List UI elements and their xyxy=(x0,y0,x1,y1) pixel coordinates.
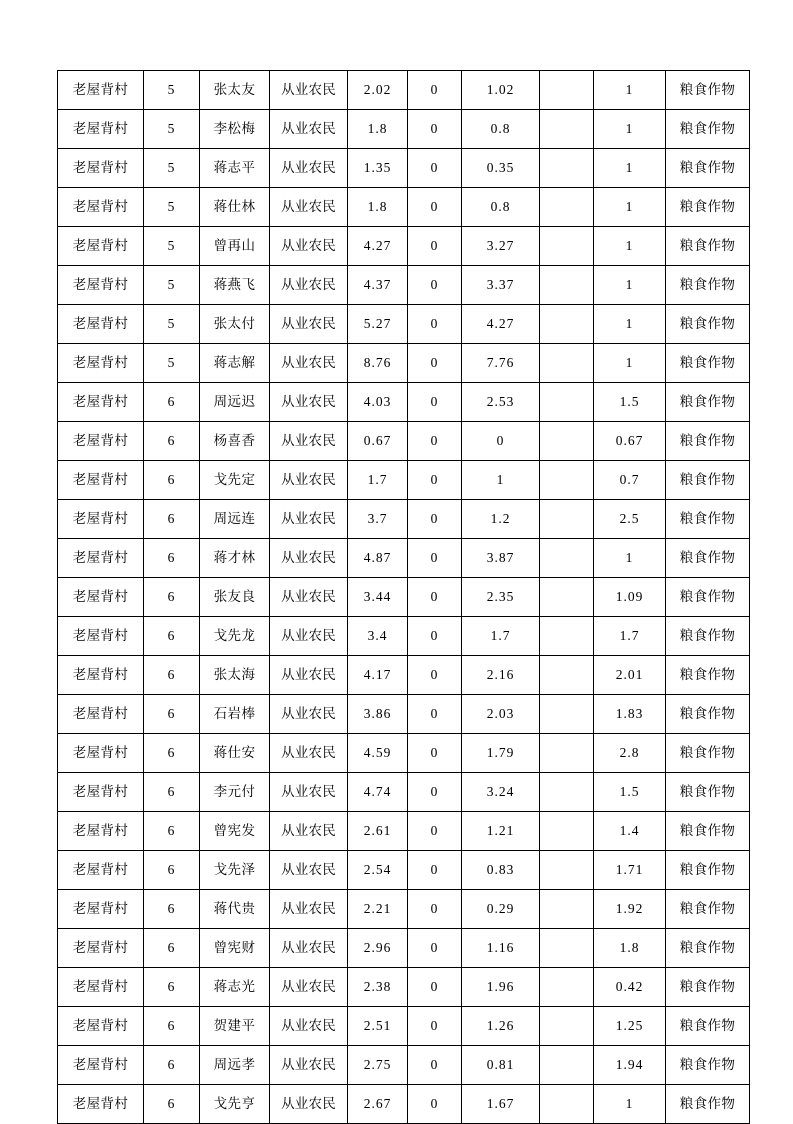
cell-village: 老屋背村 xyxy=(58,851,144,890)
cell-group: 6 xyxy=(144,929,200,968)
cell-name: 周远连 xyxy=(200,500,270,539)
cell-blank-col xyxy=(540,734,594,773)
cell-zero-col: 0 xyxy=(408,305,462,344)
cell-total-area: 8.76 xyxy=(348,344,408,383)
table-row xyxy=(58,578,750,617)
cell-occupation: 从业农民 xyxy=(270,539,348,578)
cell-occupation: 从业农民 xyxy=(270,773,348,812)
cell-total-area: 3.44 xyxy=(348,578,408,617)
cell-zero-col: 0 xyxy=(408,968,462,1007)
cell-total-area: 3.7 xyxy=(348,500,408,539)
cell-group: 6 xyxy=(144,656,200,695)
cell-village: 老屋背村 xyxy=(58,773,144,812)
cell-total-area: 2.21 xyxy=(348,890,408,929)
cell-blank-col xyxy=(540,1046,594,1085)
cell-area-a: 2.03 xyxy=(462,695,540,734)
cell-group: 6 xyxy=(144,1046,200,1085)
cell-group: 6 xyxy=(144,695,200,734)
cell-total-area: 3.86 xyxy=(348,695,408,734)
cell-name: 张太友 xyxy=(200,71,270,110)
cell-area-a: 1.79 xyxy=(462,734,540,773)
cell-blank-col xyxy=(540,695,594,734)
cell-village: 老屋背村 xyxy=(58,266,144,305)
cell-blank-col xyxy=(540,1085,594,1124)
cell-village: 老屋背村 xyxy=(58,929,144,968)
cell-zero-col: 0 xyxy=(408,422,462,461)
cell-occupation: 从业农民 xyxy=(270,422,348,461)
cell-area-b: 1.83 xyxy=(594,695,666,734)
cell-group: 6 xyxy=(144,773,200,812)
cell-occupation: 从业农民 xyxy=(270,929,348,968)
cell-occupation: 从业农民 xyxy=(270,656,348,695)
cell-area-b: 1.4 xyxy=(594,812,666,851)
cell-blank-col xyxy=(540,929,594,968)
cell-blank-col xyxy=(540,812,594,851)
cell-crop-type: 粮食作物 xyxy=(666,968,750,1007)
cell-name: 蒋志解 xyxy=(200,344,270,383)
cell-area-b: 2.8 xyxy=(594,734,666,773)
table-row xyxy=(58,734,750,773)
table-row xyxy=(58,851,750,890)
table-row xyxy=(58,617,750,656)
cell-area-b: 1 xyxy=(594,344,666,383)
cell-village: 老屋背村 xyxy=(58,305,144,344)
cell-area-a: 0.8 xyxy=(462,188,540,227)
cell-village: 老屋背村 xyxy=(58,539,144,578)
cell-village: 老屋背村 xyxy=(58,422,144,461)
cell-name: 戈先龙 xyxy=(200,617,270,656)
cell-blank-col xyxy=(540,1007,594,1046)
cell-blank-col xyxy=(540,422,594,461)
cell-zero-col: 0 xyxy=(408,1046,462,1085)
cell-total-area: 1.8 xyxy=(348,188,408,227)
cell-crop-type: 粮食作物 xyxy=(666,305,750,344)
cell-name: 曾再山 xyxy=(200,227,270,266)
cell-occupation: 从业农民 xyxy=(270,851,348,890)
cell-blank-col xyxy=(540,188,594,227)
cell-area-b: 1.94 xyxy=(594,1046,666,1085)
cell-crop-type: 粮食作物 xyxy=(666,227,750,266)
cell-village: 老屋背村 xyxy=(58,695,144,734)
cell-name: 戈先定 xyxy=(200,461,270,500)
cell-blank-col xyxy=(540,305,594,344)
cell-group: 6 xyxy=(144,1085,200,1124)
table-row xyxy=(58,188,750,227)
cell-area-b: 1.8 xyxy=(594,929,666,968)
cell-area-a: 7.76 xyxy=(462,344,540,383)
cell-area-a: 0.81 xyxy=(462,1046,540,1085)
cell-total-area: 2.51 xyxy=(348,1007,408,1046)
cell-group: 6 xyxy=(144,851,200,890)
cell-zero-col: 0 xyxy=(408,734,462,773)
cell-name: 戈先亨 xyxy=(200,1085,270,1124)
cell-village: 老屋背村 xyxy=(58,1007,144,1046)
cell-name: 蒋仕林 xyxy=(200,188,270,227)
cell-area-b: 2.5 xyxy=(594,500,666,539)
cell-group: 6 xyxy=(144,461,200,500)
cell-area-a: 2.35 xyxy=(462,578,540,617)
cell-village: 老屋背村 xyxy=(58,617,144,656)
cell-zero-col: 0 xyxy=(408,266,462,305)
cell-zero-col: 0 xyxy=(408,773,462,812)
cell-group: 6 xyxy=(144,617,200,656)
cell-occupation: 从业农民 xyxy=(270,461,348,500)
cell-crop-type: 粮食作物 xyxy=(666,188,750,227)
cell-zero-col: 0 xyxy=(408,539,462,578)
cell-total-area: 1.35 xyxy=(348,149,408,188)
cell-area-b: 1 xyxy=(594,305,666,344)
cell-village: 老屋背村 xyxy=(58,344,144,383)
cell-name: 周远孝 xyxy=(200,1046,270,1085)
cell-crop-type: 粮食作物 xyxy=(666,1085,750,1124)
cell-zero-col: 0 xyxy=(408,890,462,929)
table-row xyxy=(58,422,750,461)
cell-area-b: 1.71 xyxy=(594,851,666,890)
cell-area-a: 1 xyxy=(462,461,540,500)
cell-area-b: 0.42 xyxy=(594,968,666,1007)
cell-occupation: 从业农民 xyxy=(270,968,348,1007)
cell-name: 蒋仕安 xyxy=(200,734,270,773)
cell-area-a: 2.53 xyxy=(462,383,540,422)
cell-total-area: 4.87 xyxy=(348,539,408,578)
cell-group: 6 xyxy=(144,1007,200,1046)
cell-occupation: 从业农民 xyxy=(270,383,348,422)
cell-crop-type: 粮食作物 xyxy=(666,422,750,461)
cell-area-a: 1.67 xyxy=(462,1085,540,1124)
cell-crop-type: 粮食作物 xyxy=(666,851,750,890)
cell-crop-type: 粮食作物 xyxy=(666,539,750,578)
cell-name: 戈先泽 xyxy=(200,851,270,890)
cell-name: 贺建平 xyxy=(200,1007,270,1046)
table-row xyxy=(58,968,750,1007)
cell-blank-col xyxy=(540,149,594,188)
table-row xyxy=(58,383,750,422)
farmer-land-table xyxy=(57,70,750,1124)
cell-zero-col: 0 xyxy=(408,1085,462,1124)
table-row xyxy=(58,539,750,578)
table-row xyxy=(58,110,750,149)
cell-zero-col: 0 xyxy=(408,500,462,539)
cell-zero-col: 0 xyxy=(408,383,462,422)
cell-total-area: 0.67 xyxy=(348,422,408,461)
cell-zero-col: 0 xyxy=(408,578,462,617)
cell-area-a: 0.35 xyxy=(462,149,540,188)
cell-area-a: 4.27 xyxy=(462,305,540,344)
cell-name: 曾宪发 xyxy=(200,812,270,851)
cell-village: 老屋背村 xyxy=(58,968,144,1007)
cell-area-a: 1.7 xyxy=(462,617,540,656)
cell-name: 张太海 xyxy=(200,656,270,695)
cell-total-area: 2.54 xyxy=(348,851,408,890)
cell-group: 5 xyxy=(144,149,200,188)
cell-crop-type: 粮食作物 xyxy=(666,773,750,812)
cell-group: 5 xyxy=(144,110,200,149)
cell-blank-col xyxy=(540,656,594,695)
cell-area-b: 1.5 xyxy=(594,773,666,812)
cell-area-a: 0.29 xyxy=(462,890,540,929)
cell-blank-col xyxy=(540,851,594,890)
table-row xyxy=(58,71,750,110)
cell-village: 老屋背村 xyxy=(58,1046,144,1085)
table-row xyxy=(58,812,750,851)
cell-name: 李松梅 xyxy=(200,110,270,149)
cell-area-a: 1.96 xyxy=(462,968,540,1007)
table-row xyxy=(58,695,750,734)
cell-crop-type: 粮食作物 xyxy=(666,929,750,968)
table-row xyxy=(58,344,750,383)
cell-total-area: 2.67 xyxy=(348,1085,408,1124)
cell-occupation: 从业农民 xyxy=(270,695,348,734)
cell-name: 杨喜香 xyxy=(200,422,270,461)
cell-area-b: 2.01 xyxy=(594,656,666,695)
cell-area-b: 0.67 xyxy=(594,422,666,461)
cell-group: 6 xyxy=(144,539,200,578)
cell-group: 6 xyxy=(144,812,200,851)
cell-total-area: 2.38 xyxy=(348,968,408,1007)
cell-occupation: 从业农民 xyxy=(270,1007,348,1046)
cell-area-b: 1 xyxy=(594,188,666,227)
cell-zero-col: 0 xyxy=(408,851,462,890)
cell-area-a: 0 xyxy=(462,422,540,461)
cell-crop-type: 粮食作物 xyxy=(666,149,750,188)
cell-blank-col xyxy=(540,461,594,500)
cell-total-area: 3.4 xyxy=(348,617,408,656)
cell-group: 5 xyxy=(144,188,200,227)
cell-area-b: 1.5 xyxy=(594,383,666,422)
cell-occupation: 从业农民 xyxy=(270,812,348,851)
cell-area-b: 1 xyxy=(594,149,666,188)
cell-name: 李元付 xyxy=(200,773,270,812)
cell-name: 蒋燕飞 xyxy=(200,266,270,305)
cell-crop-type: 粮食作物 xyxy=(666,71,750,110)
table-row xyxy=(58,266,750,305)
cell-blank-col xyxy=(540,71,594,110)
cell-area-a: 0.83 xyxy=(462,851,540,890)
cell-total-area: 2.75 xyxy=(348,1046,408,1085)
cell-zero-col: 0 xyxy=(408,617,462,656)
cell-village: 老屋背村 xyxy=(58,578,144,617)
cell-group: 6 xyxy=(144,890,200,929)
cell-zero-col: 0 xyxy=(408,149,462,188)
cell-blank-col xyxy=(540,617,594,656)
cell-crop-type: 粮食作物 xyxy=(666,500,750,539)
cell-zero-col: 0 xyxy=(408,461,462,500)
cell-village: 老屋背村 xyxy=(58,383,144,422)
cell-crop-type: 粮食作物 xyxy=(666,266,750,305)
cell-village: 老屋背村 xyxy=(58,227,144,266)
cell-group: 6 xyxy=(144,578,200,617)
cell-crop-type: 粮食作物 xyxy=(666,1046,750,1085)
cell-village: 老屋背村 xyxy=(58,71,144,110)
cell-occupation: 从业农民 xyxy=(270,149,348,188)
cell-area-b: 1.09 xyxy=(594,578,666,617)
cell-village: 老屋背村 xyxy=(58,656,144,695)
cell-area-b: 1 xyxy=(594,1085,666,1124)
cell-occupation: 从业农民 xyxy=(270,890,348,929)
cell-crop-type: 粮食作物 xyxy=(666,695,750,734)
cell-name: 曾宪财 xyxy=(200,929,270,968)
cell-area-b: 1 xyxy=(594,71,666,110)
cell-village: 老屋背村 xyxy=(58,461,144,500)
table-row xyxy=(58,500,750,539)
cell-crop-type: 粮食作物 xyxy=(666,1007,750,1046)
cell-name: 蒋代贵 xyxy=(200,890,270,929)
cell-area-a: 1.16 xyxy=(462,929,540,968)
cell-village: 老屋背村 xyxy=(58,188,144,227)
cell-village: 老屋背村 xyxy=(58,734,144,773)
cell-zero-col: 0 xyxy=(408,110,462,149)
table-row xyxy=(58,461,750,500)
cell-zero-col: 0 xyxy=(408,812,462,851)
cell-occupation: 从业农民 xyxy=(270,227,348,266)
cell-occupation: 从业农民 xyxy=(270,1046,348,1085)
cell-village: 老屋背村 xyxy=(58,149,144,188)
cell-blank-col xyxy=(540,344,594,383)
cell-area-a: 1.2 xyxy=(462,500,540,539)
cell-crop-type: 粮食作物 xyxy=(666,656,750,695)
cell-occupation: 从业农民 xyxy=(270,110,348,149)
cell-group: 6 xyxy=(144,500,200,539)
cell-area-a: 0.8 xyxy=(462,110,540,149)
cell-occupation: 从业农民 xyxy=(270,266,348,305)
cell-total-area: 4.03 xyxy=(348,383,408,422)
cell-group: 5 xyxy=(144,344,200,383)
cell-occupation: 从业农民 xyxy=(270,734,348,773)
cell-crop-type: 粮食作物 xyxy=(666,617,750,656)
cell-crop-type: 粮食作物 xyxy=(666,890,750,929)
cell-area-a: 1.02 xyxy=(462,71,540,110)
cell-total-area: 4.59 xyxy=(348,734,408,773)
cell-name: 张友良 xyxy=(200,578,270,617)
table-row xyxy=(58,1085,750,1124)
cell-area-b: 1.92 xyxy=(594,890,666,929)
table-body xyxy=(58,71,750,1124)
cell-area-a: 1.21 xyxy=(462,812,540,851)
cell-blank-col xyxy=(540,110,594,149)
cell-occupation: 从业农民 xyxy=(270,71,348,110)
cell-area-b: 1 xyxy=(594,227,666,266)
cell-village: 老屋背村 xyxy=(58,110,144,149)
cell-village: 老屋背村 xyxy=(58,890,144,929)
cell-crop-type: 粮食作物 xyxy=(666,734,750,773)
cell-total-area: 1.7 xyxy=(348,461,408,500)
cell-occupation: 从业农民 xyxy=(270,578,348,617)
cell-zero-col: 0 xyxy=(408,1007,462,1046)
cell-crop-type: 粮食作物 xyxy=(666,578,750,617)
cell-total-area: 4.17 xyxy=(348,656,408,695)
cell-name: 蒋志光 xyxy=(200,968,270,1007)
cell-total-area: 2.96 xyxy=(348,929,408,968)
cell-occupation: 从业农民 xyxy=(270,188,348,227)
cell-occupation: 从业农民 xyxy=(270,617,348,656)
cell-blank-col xyxy=(540,500,594,539)
cell-group: 6 xyxy=(144,383,200,422)
cell-zero-col: 0 xyxy=(408,656,462,695)
cell-total-area: 4.74 xyxy=(348,773,408,812)
cell-group: 6 xyxy=(144,968,200,1007)
cell-blank-col xyxy=(540,383,594,422)
table-row xyxy=(58,773,750,812)
cell-occupation: 从业农民 xyxy=(270,500,348,539)
cell-blank-col xyxy=(540,968,594,1007)
cell-area-a: 2.16 xyxy=(462,656,540,695)
cell-blank-col xyxy=(540,773,594,812)
cell-name: 蒋志平 xyxy=(200,149,270,188)
cell-group: 5 xyxy=(144,71,200,110)
cell-village: 老屋背村 xyxy=(58,500,144,539)
cell-group: 5 xyxy=(144,227,200,266)
cell-total-area: 4.37 xyxy=(348,266,408,305)
cell-area-b: 1 xyxy=(594,539,666,578)
cell-area-b: 0.7 xyxy=(594,461,666,500)
cell-name: 周远迟 xyxy=(200,383,270,422)
cell-area-a: 3.87 xyxy=(462,539,540,578)
cell-area-a: 1.26 xyxy=(462,1007,540,1046)
table-row xyxy=(58,890,750,929)
cell-blank-col xyxy=(540,539,594,578)
cell-blank-col xyxy=(540,890,594,929)
cell-occupation: 从业农民 xyxy=(270,1085,348,1124)
cell-crop-type: 粮食作物 xyxy=(666,812,750,851)
cell-village: 老屋背村 xyxy=(58,1085,144,1124)
cell-zero-col: 0 xyxy=(408,344,462,383)
cell-zero-col: 0 xyxy=(408,227,462,266)
table-row xyxy=(58,305,750,344)
cell-zero-col: 0 xyxy=(408,929,462,968)
table-row xyxy=(58,149,750,188)
cell-group: 6 xyxy=(144,422,200,461)
cell-group: 5 xyxy=(144,305,200,344)
table-row xyxy=(58,929,750,968)
cell-zero-col: 0 xyxy=(408,695,462,734)
cell-area-a: 3.24 xyxy=(462,773,540,812)
cell-blank-col xyxy=(540,266,594,305)
cell-area-b: 1 xyxy=(594,110,666,149)
cell-crop-type: 粮食作物 xyxy=(666,461,750,500)
cell-group: 6 xyxy=(144,734,200,773)
cell-occupation: 从业农民 xyxy=(270,344,348,383)
table-row xyxy=(58,227,750,266)
cell-occupation: 从业农民 xyxy=(270,305,348,344)
cell-crop-type: 粮食作物 xyxy=(666,344,750,383)
cell-blank-col xyxy=(540,578,594,617)
cell-name: 张太付 xyxy=(200,305,270,344)
cell-total-area: 4.27 xyxy=(348,227,408,266)
cell-area-a: 3.37 xyxy=(462,266,540,305)
cell-area-b: 1.7 xyxy=(594,617,666,656)
table-row xyxy=(58,656,750,695)
cell-crop-type: 粮食作物 xyxy=(666,110,750,149)
table-row xyxy=(58,1046,750,1085)
cell-total-area: 2.02 xyxy=(348,71,408,110)
cell-area-b: 1 xyxy=(594,266,666,305)
cell-zero-col: 0 xyxy=(408,188,462,227)
cell-area-b: 1.25 xyxy=(594,1007,666,1046)
table-row xyxy=(58,1007,750,1046)
cell-area-a: 3.27 xyxy=(462,227,540,266)
cell-total-area: 5.27 xyxy=(348,305,408,344)
cell-crop-type: 粮食作物 xyxy=(666,383,750,422)
cell-total-area: 1.8 xyxy=(348,110,408,149)
cell-name: 蒋才林 xyxy=(200,539,270,578)
cell-zero-col: 0 xyxy=(408,71,462,110)
cell-total-area: 2.61 xyxy=(348,812,408,851)
cell-group: 5 xyxy=(144,266,200,305)
cell-name: 石岩棒 xyxy=(200,695,270,734)
cell-village: 老屋背村 xyxy=(58,812,144,851)
cell-blank-col xyxy=(540,227,594,266)
